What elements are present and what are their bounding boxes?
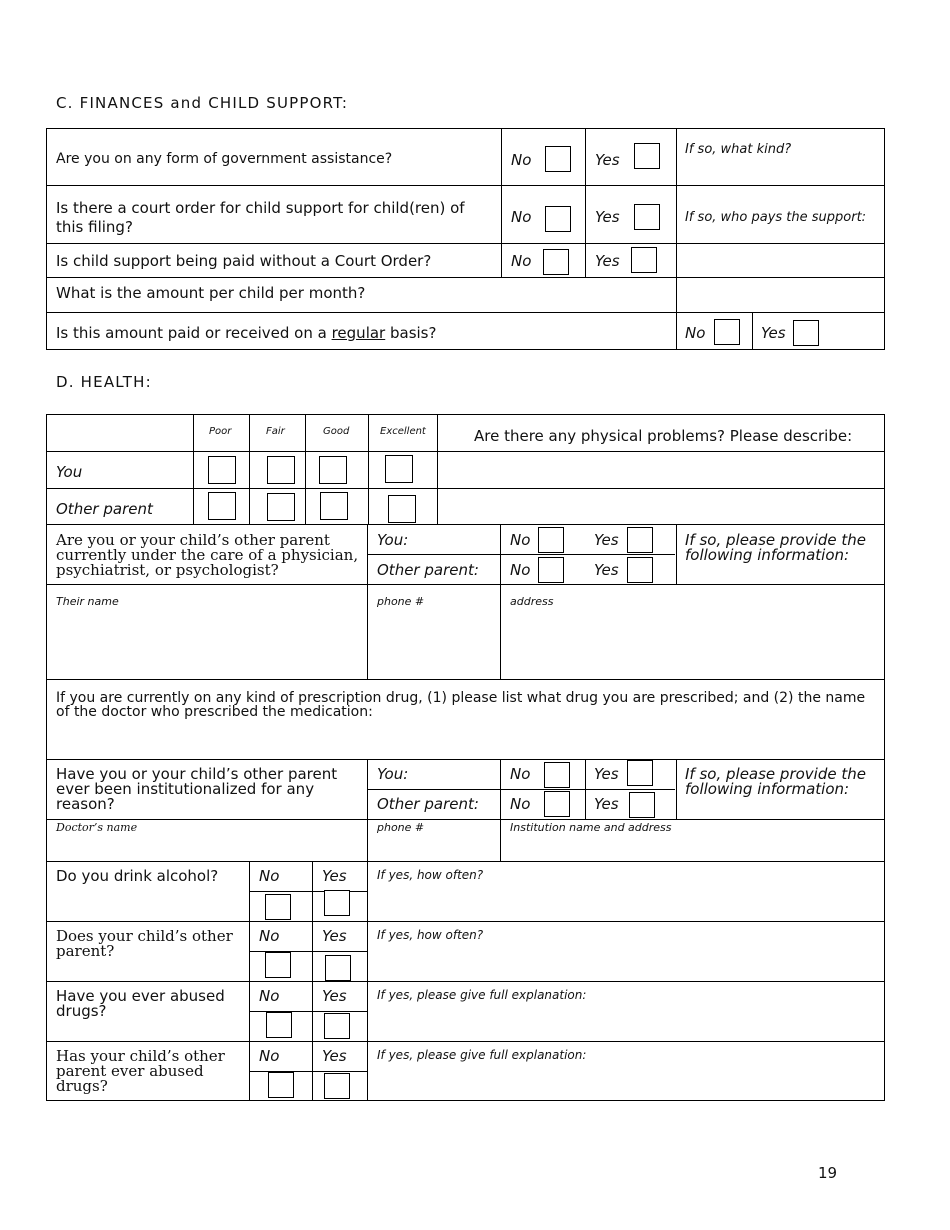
phone-label: phone # (377, 821, 425, 834)
health-table (46, 414, 885, 1101)
inst-other-parent-no-checkbox[interactable] (544, 791, 570, 817)
you-label: You (56, 463, 83, 481)
inst-provide-info: If so, please provide the following information: (685, 765, 866, 798)
their-name-label: Their name (56, 595, 119, 608)
no-label: No (511, 151, 532, 169)
other-parent-drugs-yes-checkbox[interactable] (324, 1073, 350, 1099)
other-parent-drugs-note: If yes, please give full explanation: (377, 1048, 587, 1062)
other-parent-excellent-checkbox[interactable] (388, 495, 416, 523)
alcohol-note: If yes, how often? (377, 868, 484, 882)
section-d-heading: D. HEALTH: (56, 373, 152, 391)
yes-label: Yes (322, 867, 347, 885)
other-parent-drugs-question: Has your child’s other parent ever abused drugs? (56, 1047, 225, 1095)
other-parent-poor-checkbox[interactable] (208, 492, 236, 520)
care-other-parent-no-checkbox[interactable] (538, 557, 564, 583)
care-other-parent-label: Other parent: (377, 561, 479, 579)
yes-label: Yes (595, 208, 620, 226)
care-question: Are you or your child’s other parent currently under the care of a physician, psychiatrist, or psychologist? (56, 531, 359, 579)
other-parent-alcohol-question: Does your child’s other parent? (56, 927, 233, 960)
no-label: No (511, 208, 532, 226)
question-paid-without-order: Is child support being paid without a Court Order? (56, 252, 432, 270)
inst-you-no-checkbox[interactable] (544, 762, 570, 788)
no-label: No (259, 927, 280, 945)
who-pays-note: If so, who pays the support: (685, 210, 867, 225)
no-label: No (685, 324, 706, 342)
alcohol-question: Do you drink alcohol? (56, 867, 219, 885)
phone-label: phone # (377, 595, 425, 608)
other-parent-alcohol-yes-checkbox[interactable] (325, 955, 351, 981)
yes-label: Yes (594, 561, 619, 579)
care-you-yes-checkbox[interactable] (627, 527, 653, 553)
no-label: No (511, 252, 532, 270)
inst-you-label: You: (377, 765, 409, 783)
paid-without-order-yes-checkbox[interactable] (631, 247, 657, 273)
question-regular-basis: Is this amount paid or received on a regular basis? (56, 324, 437, 342)
question-government-assistance: Are you on any form of government assistance? (56, 151, 393, 167)
care-you-label: You: (377, 531, 409, 549)
paid-without-order-no-checkbox[interactable] (543, 249, 569, 275)
no-label: No (510, 531, 531, 549)
question-court-order: Is there a court order for child support for child(ren) of this filing? (56, 199, 465, 236)
prescription-question: If you are currently on any kind of prescription drug, (1) please list what drug you are prescribed; and (2) the name of the doctor who prescribed the medication: (56, 690, 866, 720)
no-label: No (259, 987, 280, 1005)
yes-label: Yes (594, 531, 619, 549)
other-parent-alcohol-note: If yes, how often? (377, 928, 484, 942)
alcohol-no-checkbox[interactable] (265, 894, 291, 920)
physical-problems-question: Are there any physical problems? Please describe: (474, 427, 853, 445)
you-poor-checkbox[interactable] (208, 456, 236, 484)
regular-basis-no-checkbox[interactable] (714, 319, 740, 345)
court-order-no-checkbox[interactable] (545, 206, 571, 232)
other-parent-good-checkbox[interactable] (320, 492, 348, 520)
court-order-yes-checkbox[interactable] (634, 204, 660, 230)
rating-fair: Fair (266, 426, 285, 437)
alcohol-yes-checkbox[interactable] (324, 890, 350, 916)
yes-label: Yes (594, 795, 619, 813)
yes-label: Yes (594, 765, 619, 783)
you-excellent-checkbox[interactable] (385, 455, 413, 483)
no-label: No (510, 765, 531, 783)
no-label: No (259, 1047, 280, 1065)
address-label: address (510, 595, 554, 608)
drugs-no-checkbox[interactable] (266, 1012, 292, 1038)
rating-good: Good (323, 426, 350, 437)
government-assistance-no-checkbox[interactable] (545, 146, 571, 172)
drugs-yes-checkbox[interactable] (324, 1013, 350, 1039)
rating-excellent: Excellent (380, 426, 426, 437)
other-parent-drugs-no-checkbox[interactable] (268, 1072, 294, 1098)
page-number: 19 (818, 1164, 838, 1182)
other-parent-alcohol-no-checkbox[interactable] (265, 952, 291, 978)
care-provide-info: If so, please provide the following information: (685, 531, 866, 564)
drugs-question: Have you ever abused drugs? (56, 987, 225, 1020)
care-other-parent-yes-checkbox[interactable] (627, 557, 653, 583)
other-parent-fair-checkbox[interactable] (267, 493, 295, 521)
rating-poor: Poor (209, 426, 232, 437)
inst-other-parent-yes-checkbox[interactable] (629, 792, 655, 818)
finances-table (46, 128, 885, 350)
yes-label: Yes (322, 1047, 347, 1065)
care-you-no-checkbox[interactable] (538, 527, 564, 553)
inst-you-yes-checkbox[interactable] (627, 760, 653, 786)
regular-basis-yes-checkbox[interactable] (793, 320, 819, 346)
no-label: No (510, 795, 531, 813)
yes-label: Yes (595, 151, 620, 169)
no-label: No (510, 561, 531, 579)
question-amount-per-child: What is the amount per child per month? (56, 284, 366, 302)
no-label: No (259, 867, 280, 885)
yes-label: Yes (595, 252, 620, 270)
doctors-name-label: Doctor’s name (56, 821, 138, 834)
yes-label: Yes (322, 987, 347, 1005)
section-c-heading: C. FINANCES and CHILD SUPPORT: (56, 94, 349, 112)
you-good-checkbox[interactable] (319, 456, 347, 484)
you-fair-checkbox[interactable] (267, 456, 295, 484)
what-kind-note: If so, what kind? (685, 142, 792, 157)
institution-name-label: Institution name and address (510, 821, 672, 834)
yes-label: Yes (322, 927, 347, 945)
institution-question: Have you or your child’s other parent ever been institutionalized for any reason? (56, 765, 338, 813)
government-assistance-yes-checkbox[interactable] (634, 143, 660, 169)
drugs-note: If yes, please give full explanation: (377, 988, 587, 1002)
yes-label: Yes (761, 324, 786, 342)
other-parent-label: Other parent (56, 500, 153, 518)
inst-other-parent-label: Other parent: (377, 795, 479, 813)
